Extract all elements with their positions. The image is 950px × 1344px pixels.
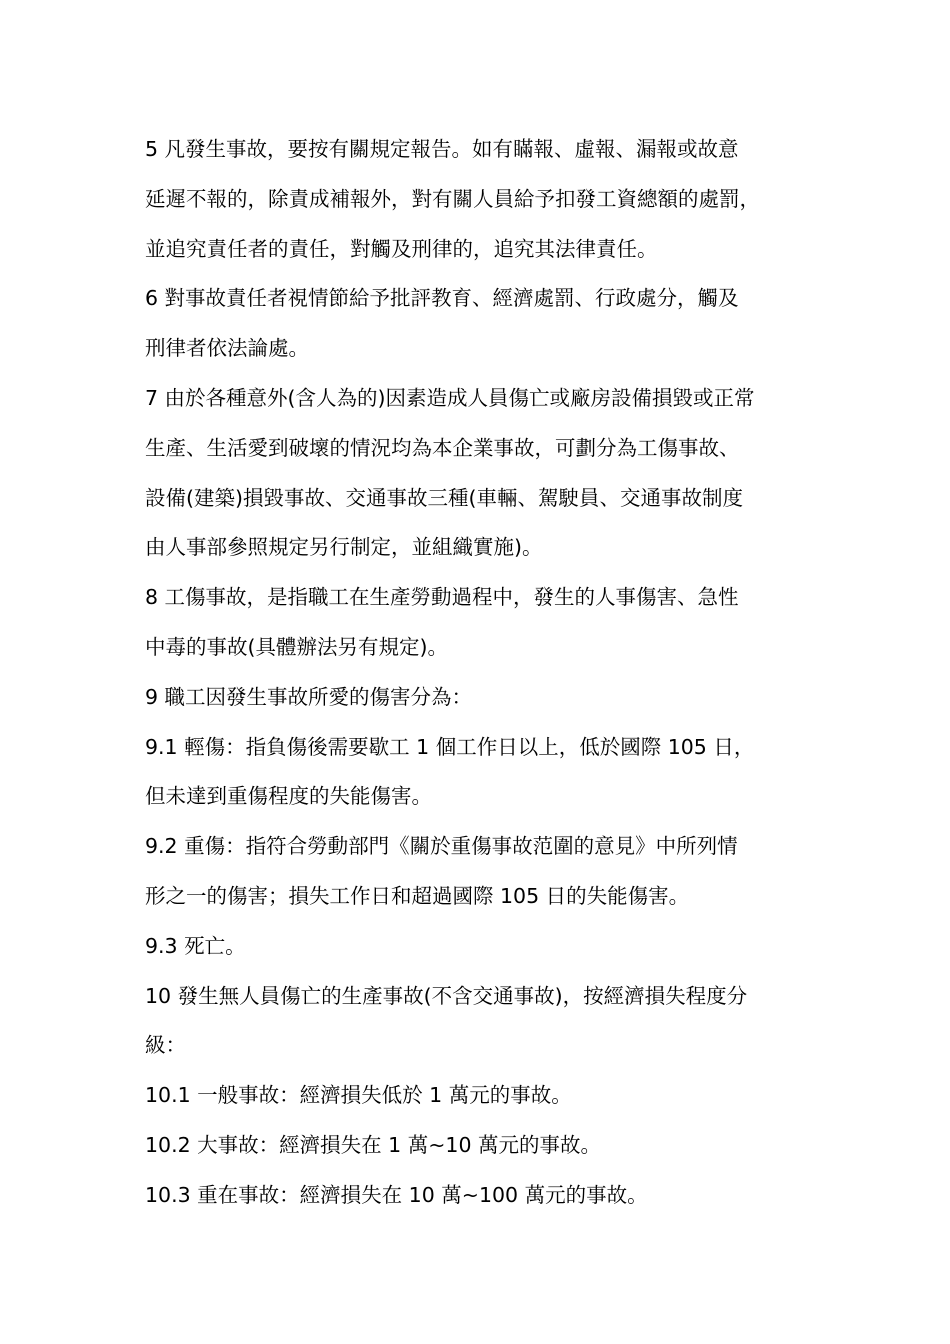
text-line: 10.3 重在事故：經濟損失在 10 萬~100 萬元的事故。 xyxy=(145,1182,648,1207)
paragraph-item-9-2 xyxy=(145,822,835,922)
text-line: 但未達到重傷程度的失能傷害。 xyxy=(145,784,432,809)
paragraph-item-7 xyxy=(145,374,835,573)
text-line: 延遲不報的，除責成補報外，對有關人員給予扣發工資總額的處罰， xyxy=(145,186,760,211)
paragraph-item-5 xyxy=(145,125,835,274)
text-line: 6 對事故責任者視情節給予批評教育、經濟處罰、行政處分，觸及 xyxy=(145,286,739,311)
text-line: 中毒的事故(具體辦法另有規定)。 xyxy=(145,634,448,659)
paragraph-item-10-1 xyxy=(145,1071,835,1121)
text-line: 9.1 輕傷：指負傷後需要歇工 1 個工作日以上，低於國際 105 日， xyxy=(145,734,755,759)
paragraph-item-6 xyxy=(145,274,835,374)
text-line: 9.3 死亡。 xyxy=(145,933,246,958)
text-line: 7 由於各種意外(含人為的)因素造成人員傷亡或廠房設備損毀或正常 xyxy=(145,385,755,410)
text-line: 10 發生無人員傷亡的生產事故(不含交通事故)，按經濟損失程度分 xyxy=(145,983,748,1008)
paragraph-item-8 xyxy=(145,573,835,673)
text-line: 9.2 重傷：指符合勞動部門《關於重傷事故范圍的意見》中所列情 xyxy=(145,834,738,859)
document-body xyxy=(145,125,835,1221)
paragraph-item-9-3 xyxy=(145,922,835,972)
text-line: 刑律者依法論處。 xyxy=(145,336,309,361)
paragraph-item-9-1 xyxy=(145,723,835,823)
text-line: 8 工傷事故，是指職工在生產勞動過程中，發生的人事傷害、急性 xyxy=(145,585,739,610)
text-line: 形之一的傷害；損失工作日和超過國際 105 日的失能傷害。 xyxy=(145,883,690,908)
paragraph-item-9 xyxy=(145,673,835,723)
text-line: 由人事部參照規定另行制定，並組織實施)。 xyxy=(145,535,543,560)
paragraph-item-10-3 xyxy=(145,1171,835,1221)
text-line: 並追究責任者的責任，對觸及刑律的，追究其法律責任。 xyxy=(145,236,658,261)
text-line: 10.2 大事故：經濟損失在 1 萬~10 萬元的事故。 xyxy=(145,1132,602,1157)
text-line: 設備(建築)損毀事故、交通事故三種(車輛、駕駛員、交通事故制度 xyxy=(145,485,743,510)
paragraph-item-10 xyxy=(145,972,835,1072)
paragraph-item-10-2 xyxy=(145,1121,835,1171)
text-line: 9 職工因發生事故所愛的傷害分為： xyxy=(145,684,473,709)
text-line: 級： xyxy=(145,1033,186,1058)
text-line: 5 凡發生事故，要按有關規定報告。如有瞞報、虛報、漏報或故意 xyxy=(145,137,739,161)
text-line: 生產、生活愛到破壞的情況均為本企業事故，可劃分為工傷事故、 xyxy=(145,435,740,460)
text-line: 10.1 一般事故：經濟損失低於 1 萬元的事故。 xyxy=(145,1083,572,1108)
